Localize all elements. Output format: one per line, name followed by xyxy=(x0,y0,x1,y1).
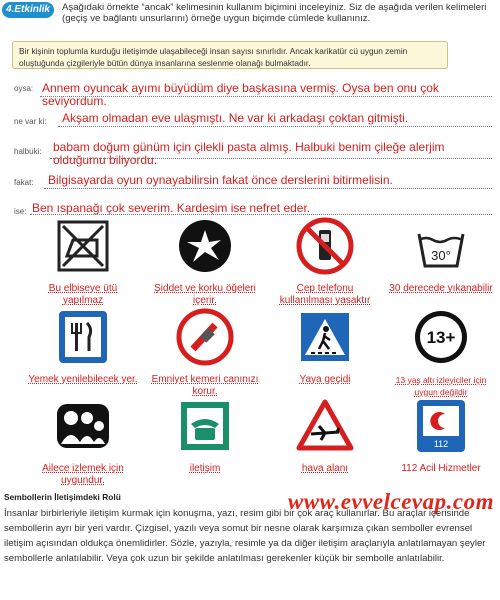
symbol-card xyxy=(28,216,138,307)
answer-halbuki: babam doğum günüm için çilekli pasta almış. Halbuki benim çileğe alerjim olduğumu biliyordu. xyxy=(53,140,445,167)
answer-fakat: Bilgisayarda oyun oynayabilirsin fakat önce derslerini bitirmelisin. xyxy=(48,173,393,187)
symbol-card xyxy=(28,307,138,386)
symbol-caption: Bu elbiseye ütü yapılmaz xyxy=(48,283,118,306)
no-phone-icon xyxy=(295,216,355,276)
symbol-card xyxy=(270,216,380,307)
keyword-fakat: fakat: xyxy=(14,178,34,187)
keyword-ise: ise: xyxy=(14,207,27,216)
example-text: Bir kişinin toplumla kurduğu iletişimde ulaşabileceği insan sayısı sınırlıdır. Ancak karikatür cü uygun zemin oluştuğunda çizgileriyle bütün dünya insanlarına seslenme olanağı bulmaktadır. xyxy=(19,46,408,68)
symbol-caption: Emniyet kemeri canınızı korur. xyxy=(151,374,259,397)
section-title: Sembollerin İletişimdeki Rolü xyxy=(4,492,121,502)
symbol-caption: hava alanı xyxy=(301,463,349,474)
age-13-icon xyxy=(411,307,471,367)
symbol-caption: Yaya geçidi xyxy=(299,374,351,385)
symbol-card xyxy=(270,307,380,386)
example-box xyxy=(12,41,448,69)
symbol-caption: Cep telefonu kullanılması yasaktır xyxy=(279,283,371,306)
instruction-text: Aşağıdaki örnekte “ancak” kelimesinin kullanım biçimini inceleyiniz. Siz de aşağıda verilen kelimeleri (geçiş ve bağlantı unsurlarını) örneğe uygun biçimde cümlede kullanınız. xyxy=(62,2,487,24)
symbol-card xyxy=(150,396,260,475)
emergency-number: 112 xyxy=(433,439,449,449)
telephone-icon xyxy=(175,396,235,456)
symbol-card xyxy=(386,307,496,398)
answer-oysa: Annem oyuncak ayımı büyüdüm diye başkasına vermiş. Oysa ben onu çok seviyordum. xyxy=(42,81,439,108)
keyword-oysa: oysa: xyxy=(14,84,34,93)
family-icon xyxy=(53,396,113,456)
dotted-line xyxy=(50,158,492,159)
dotted-line xyxy=(40,96,492,97)
symbol-card xyxy=(386,396,496,475)
airport-icon xyxy=(295,396,355,456)
wash-30-icon xyxy=(411,216,471,276)
violence-fear-icon xyxy=(175,216,235,276)
emergency-112-icon xyxy=(411,396,471,456)
symbol-caption: Yemek yenilebilecek yer. xyxy=(28,374,138,385)
restaurant-icon xyxy=(53,307,113,367)
dotted-line xyxy=(44,188,492,189)
symbol-caption: 112 Acil Hizmetler xyxy=(401,463,481,474)
no-ironing-icon xyxy=(53,216,113,276)
symbol-card xyxy=(28,396,138,487)
svg-text:30°: 30° xyxy=(431,248,451,263)
symbol-caption: 30 derecede yıkanabilir xyxy=(389,283,493,294)
symbol-caption: iletişim xyxy=(189,463,221,474)
crosswalk-icon xyxy=(295,307,355,367)
dotted-line xyxy=(58,126,492,127)
dotted-line xyxy=(30,214,492,215)
symbol-caption: 13 yaş altı izleyiciler için uygun değildir xyxy=(395,375,487,397)
symbol-card xyxy=(386,216,496,295)
symbol-card xyxy=(270,396,380,475)
symbol-card xyxy=(150,307,260,398)
symbol-caption: Şiddet ve korku öğeleri içerir. xyxy=(154,283,256,306)
symbol-caption: Ailece izlemek için uygundur. xyxy=(42,463,124,486)
activity-badge: 4.Etkinlik xyxy=(2,2,54,18)
site-watermark: www.evvelcevap.com xyxy=(287,489,494,514)
answer-ise: Ben ıspanağı çok severim. Kardeşim ise nefret eder. xyxy=(32,201,311,215)
symbol-card xyxy=(150,216,260,307)
keyword-ne-var-ki: ne var ki: xyxy=(14,117,47,126)
seatbelt-icon xyxy=(175,307,235,367)
keyword-halbuki: halbuki: xyxy=(14,147,42,156)
age-badge-text: 13+ xyxy=(426,328,456,347)
answer-ne-var-ki: Akşam olmadan eve ulaşmıştı. Ne var ki arkadaşı çoktan gitmişti. xyxy=(62,111,409,125)
section-body: İnsanlar birbirleriyle iletişim kurmak için konuşma, yazı, resim gibi bir çok araç kullanırlar. Bu araçlar içerisinde sembollerin ayrı bir yeri vardır. Çizgisel, yazılı veya somut bir nesne olarak karşımıza çıkan semboller evrensel iletişim açısından oldukça önemlidirler. Sözle, yazıyla, resimle ya da diğer iletişim araçlarıyla anlatılamayan şeyler sembollerle anlatılabilir. Veya çok uzun bir şekilde anlatılması gerekenler küçük bir sembolle anlatılabilir. xyxy=(4,508,486,564)
